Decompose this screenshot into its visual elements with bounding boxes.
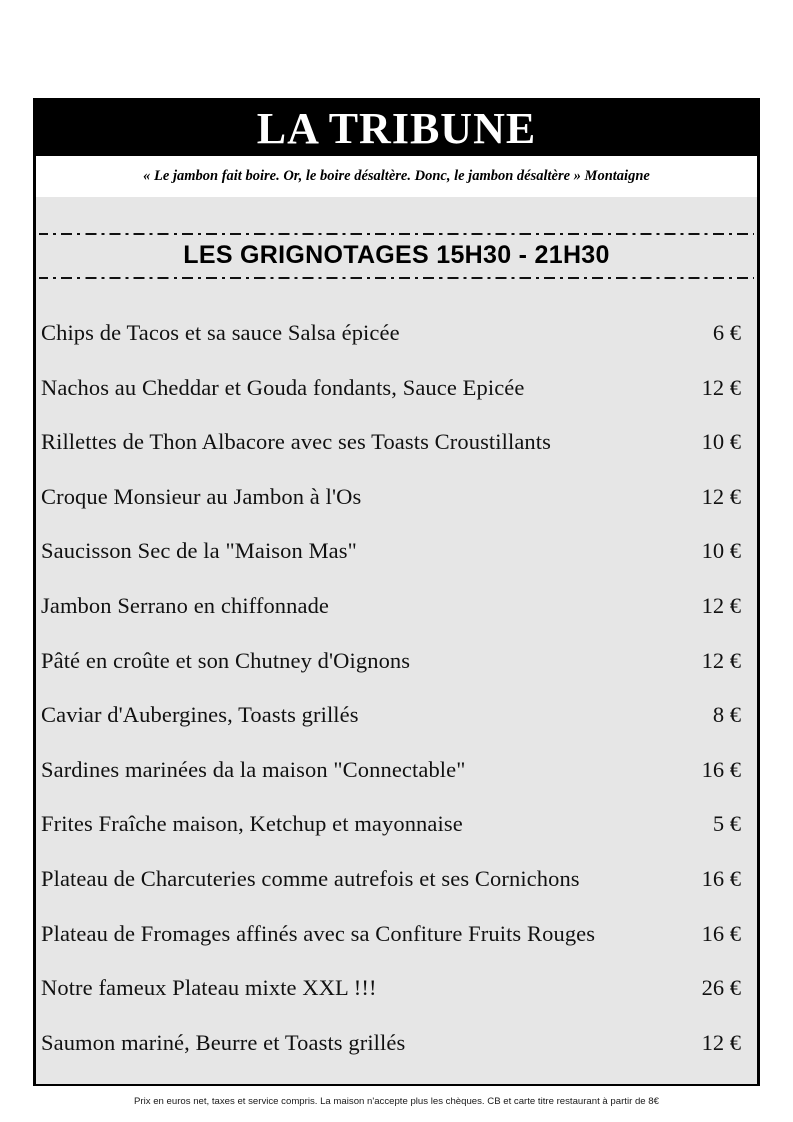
menu-item-name: Croque Monsieur au Jambon à l'Os	[41, 483, 362, 509]
menu-item-name: Jambon Serrano en chiffonnade	[41, 592, 330, 618]
menu-item-price: 8 €	[712, 702, 741, 728]
menu-item-name: Saumon mariné, Beurre et Toasts grillés	[41, 1029, 406, 1055]
menu-item-price: 6 €	[712, 320, 741, 345]
masthead-banner	[36, 101, 757, 156]
menu-item-price: 5 €	[712, 811, 741, 837]
menu-items-list	[39, 320, 754, 1084]
menu-item-name: Chips de Tacos et sa sauce Salsa épicée	[41, 320, 400, 345]
menu-item-row	[41, 320, 741, 375]
menu-item-row	[41, 866, 741, 921]
menu-item-row	[41, 975, 741, 1030]
menu-item-row	[41, 484, 741, 539]
menu-item-price: 12 €	[701, 483, 741, 509]
section-heading	[39, 233, 754, 279]
menu-item-name: Plateau de Fromages affinés avec sa Confiture Fruits Rouges	[41, 920, 596, 946]
quote-text: « Le jambon fait boire. Or, le boire désaltère. Donc, le jambon désaltère » Montaigne	[143, 168, 650, 184]
footer-note: Prix en euros net, taxes et service compris. La maison n'accepte plus les chèques. CB et carte titre restaurant à partir de 8€	[134, 1096, 659, 1107]
menu-item-row	[41, 921, 741, 976]
menu-item-price: 10 €	[701, 429, 741, 455]
menu-item-price: 26 €	[701, 975, 741, 1001]
quote-strip	[36, 156, 757, 197]
menu-item-row	[41, 375, 741, 430]
menu-item-name: Nachos au Cheddar et Gouda fondants, Sauce Epicée	[41, 374, 525, 400]
menu-item-name: Rillettes de Thon Albacore avec ses Toasts Croustillants	[41, 429, 551, 455]
section-heading-label: LES GRIGNOTAGES 15H30 - 21H30	[183, 241, 610, 269]
menu-item-price: 12 €	[701, 592, 741, 618]
menu-item-name: Notre fameux Plateau mixte XXL !!!	[41, 975, 377, 1001]
menu-item-name: Sardines marinées da la maison "Connectable"	[41, 756, 466, 782]
menu-item-price: 12 €	[701, 374, 741, 400]
menu-panel	[33, 98, 760, 1086]
menu-item-price: 16 €	[701, 756, 741, 782]
restaurant-title: LA TRIBUNE	[256, 103, 537, 153]
menu-item-name: Pâté en croûte et son Chutney d'Oignons	[41, 647, 411, 673]
menu-body	[36, 197, 757, 1084]
menu-item-row	[41, 429, 741, 484]
menu-item-price: 12 €	[701, 1029, 741, 1055]
menu-item-price: 16 €	[701, 865, 741, 891]
menu-item-row	[41, 757, 741, 812]
menu-item-name: Caviar d'Aubergines, Toasts grillés	[41, 702, 359, 728]
menu-item-name: Plateau de Charcuteries comme autrefois et ses Cornichons	[41, 865, 580, 891]
menu-item-row	[41, 702, 741, 757]
menu-item-price: 16 €	[701, 920, 741, 946]
menu-item-row	[41, 1030, 741, 1085]
menu-item-row	[41, 811, 741, 866]
menu-item-name: Saucisson Sec de la "Maison Mas"	[41, 538, 357, 564]
menu-item-row	[41, 648, 741, 703]
menu-item-price: 12 €	[701, 647, 741, 673]
menu-item-price: 10 €	[701, 538, 741, 564]
menu-item-name: Frites Fraîche maison, Ketchup et mayonnaise	[41, 811, 463, 837]
menu-item-row	[41, 538, 741, 593]
menu-item-row	[41, 593, 741, 648]
